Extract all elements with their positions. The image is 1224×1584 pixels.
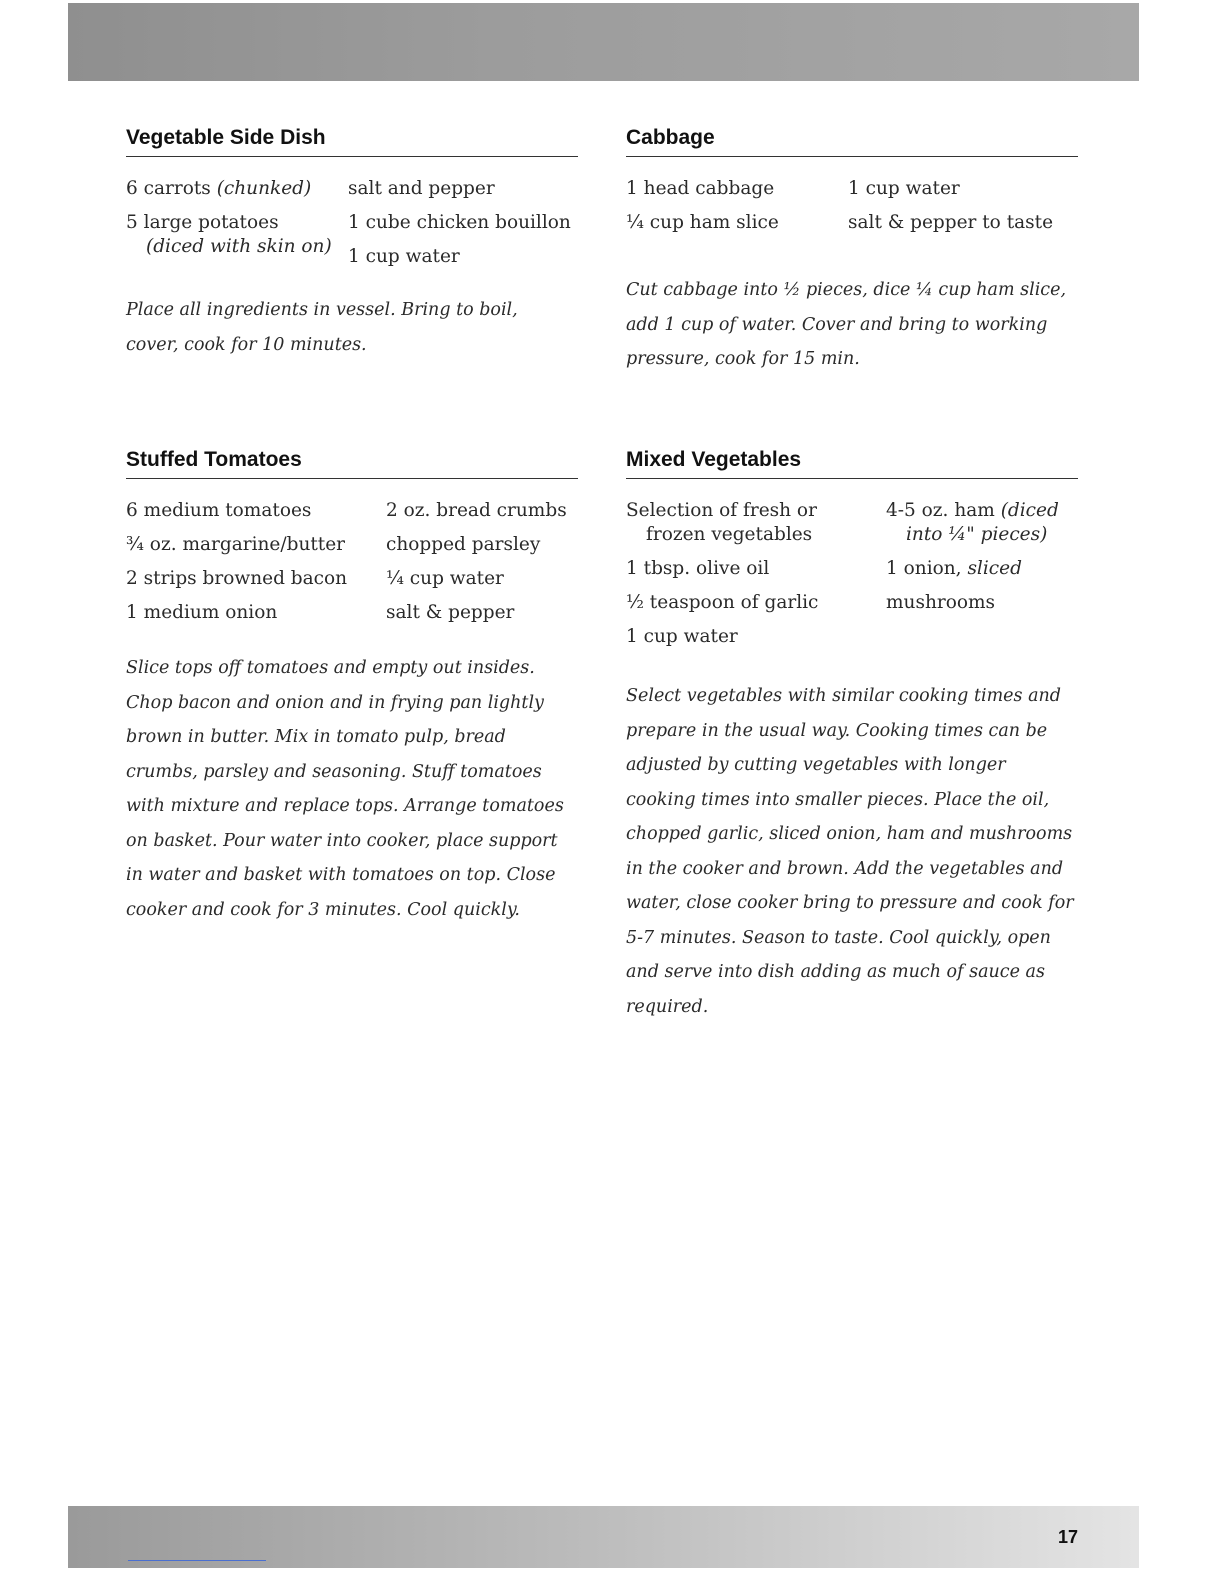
ingredient: 4-5 oz. ham (diced into ¼" pieces) [886, 500, 1059, 545]
recipe-title: Stuffed Tomatoes [126, 448, 578, 479]
ingredient: ½ teaspoon of garlic [626, 592, 819, 613]
ingredient-column [626, 177, 834, 235]
ingredient-list [126, 177, 578, 269]
ingredient: 1 head cabbage [626, 178, 775, 199]
ingredient: salt and pepper [348, 178, 495, 199]
ingredient-list [126, 499, 578, 625]
ingredient-column [848, 177, 1078, 235]
footer-link-underline [128, 1560, 266, 1561]
ingredient: salt & pepper [386, 602, 515, 623]
ingredient-column [126, 177, 334, 269]
ingredient: 1 medium onion [126, 602, 278, 623]
ingredient-column [886, 499, 1078, 649]
recipe-cabbage [626, 126, 1078, 394]
ingredient: 2 strips browned bacon [126, 568, 348, 589]
recipe-stuffed-tomatoes [126, 448, 578, 945]
ingredient: ¾ oz. margarine/butter [126, 534, 346, 555]
page-number: 17 [1057, 1527, 1078, 1547]
ingredient-list [626, 177, 1078, 235]
ingredient: ¼ cup water [386, 568, 504, 589]
recipe-title: Vegetable Side Dish [126, 126, 578, 157]
ingredient: 5 large potatoes (diced with skin on) [126, 212, 332, 257]
ingredient: chopped parsley [386, 534, 541, 555]
footer-band [68, 1506, 1139, 1568]
ingredient: 1 cube chicken bouillon [348, 212, 571, 233]
ingredient: salt & pepper to taste [848, 212, 1054, 233]
recipe-method: Place all ingredients in vessel. Bring to boil, cover, cook for 10 minutes. [126, 300, 518, 355]
recipe-method: Slice tops off tomatoes and empty out insides. Chop bacon and onion and in frying pan lightly brown in butter. Mix in tomato pulp, bread crumbs, parsley and seasoning. Stuff tomatoes with mixture and replace tops. Arrange tomatoes on basket. Pour water into cooker, place support in water and basket with tomatoes on top. Close cooker and cook for 3 minutes. Cool quickly. [126, 658, 564, 920]
ingredient: 2 oz. bread crumbs [386, 500, 567, 521]
ingredient-column [126, 499, 372, 625]
ingredient: 6 medium tomatoes [126, 500, 312, 521]
ingredient: 6 carrots (chunked) [126, 178, 312, 199]
recipe-method: Cut cabbage into ½ pieces, dice ¼ cup ham slice, add 1 cup of water. Cover and bring to working pressure, cook for 15 min. [626, 280, 1067, 369]
recipe-vegetable-side-dish [126, 126, 578, 380]
ingredient: mushrooms [886, 592, 996, 613]
ingredient: 1 cup water [348, 246, 460, 267]
ingredient: 1 cup water [626, 626, 738, 647]
ingredient: Selection of fresh or frozen vegetables [626, 500, 817, 545]
recipe-mixed-vegetables [626, 448, 1078, 1042]
ingredient: 1 tbsp. olive oil [626, 558, 770, 579]
ingredient: 1 cup water [848, 178, 960, 199]
ingredient: 1 onion, sliced [886, 558, 1022, 579]
ingredient: ¼ cup ham slice [626, 212, 779, 233]
ingredient-column [348, 177, 578, 269]
ingredient-column [626, 499, 872, 649]
recipe-title: Cabbage [626, 126, 1078, 157]
ingredient-column [386, 499, 578, 625]
recipe-method: Select vegetables with similar cooking times and prepare in the usual way. Cooking times can be adjusted by cutting vegetables with longer cooking times into smaller pieces. Place the oil, chopped garlic, sliced onion, ham and mushrooms in the cooker and brown. Add the vegetables and water, close cooker bring to pressure and cook for 5-7 minutes. Season to taste. Cool quickly, open and serve into dish adding as much of sauce as required. [626, 686, 1074, 1017]
recipe-title: Mixed Vegetables [626, 448, 1078, 479]
ingredient-list [626, 499, 1078, 649]
header-band [68, 3, 1139, 81]
